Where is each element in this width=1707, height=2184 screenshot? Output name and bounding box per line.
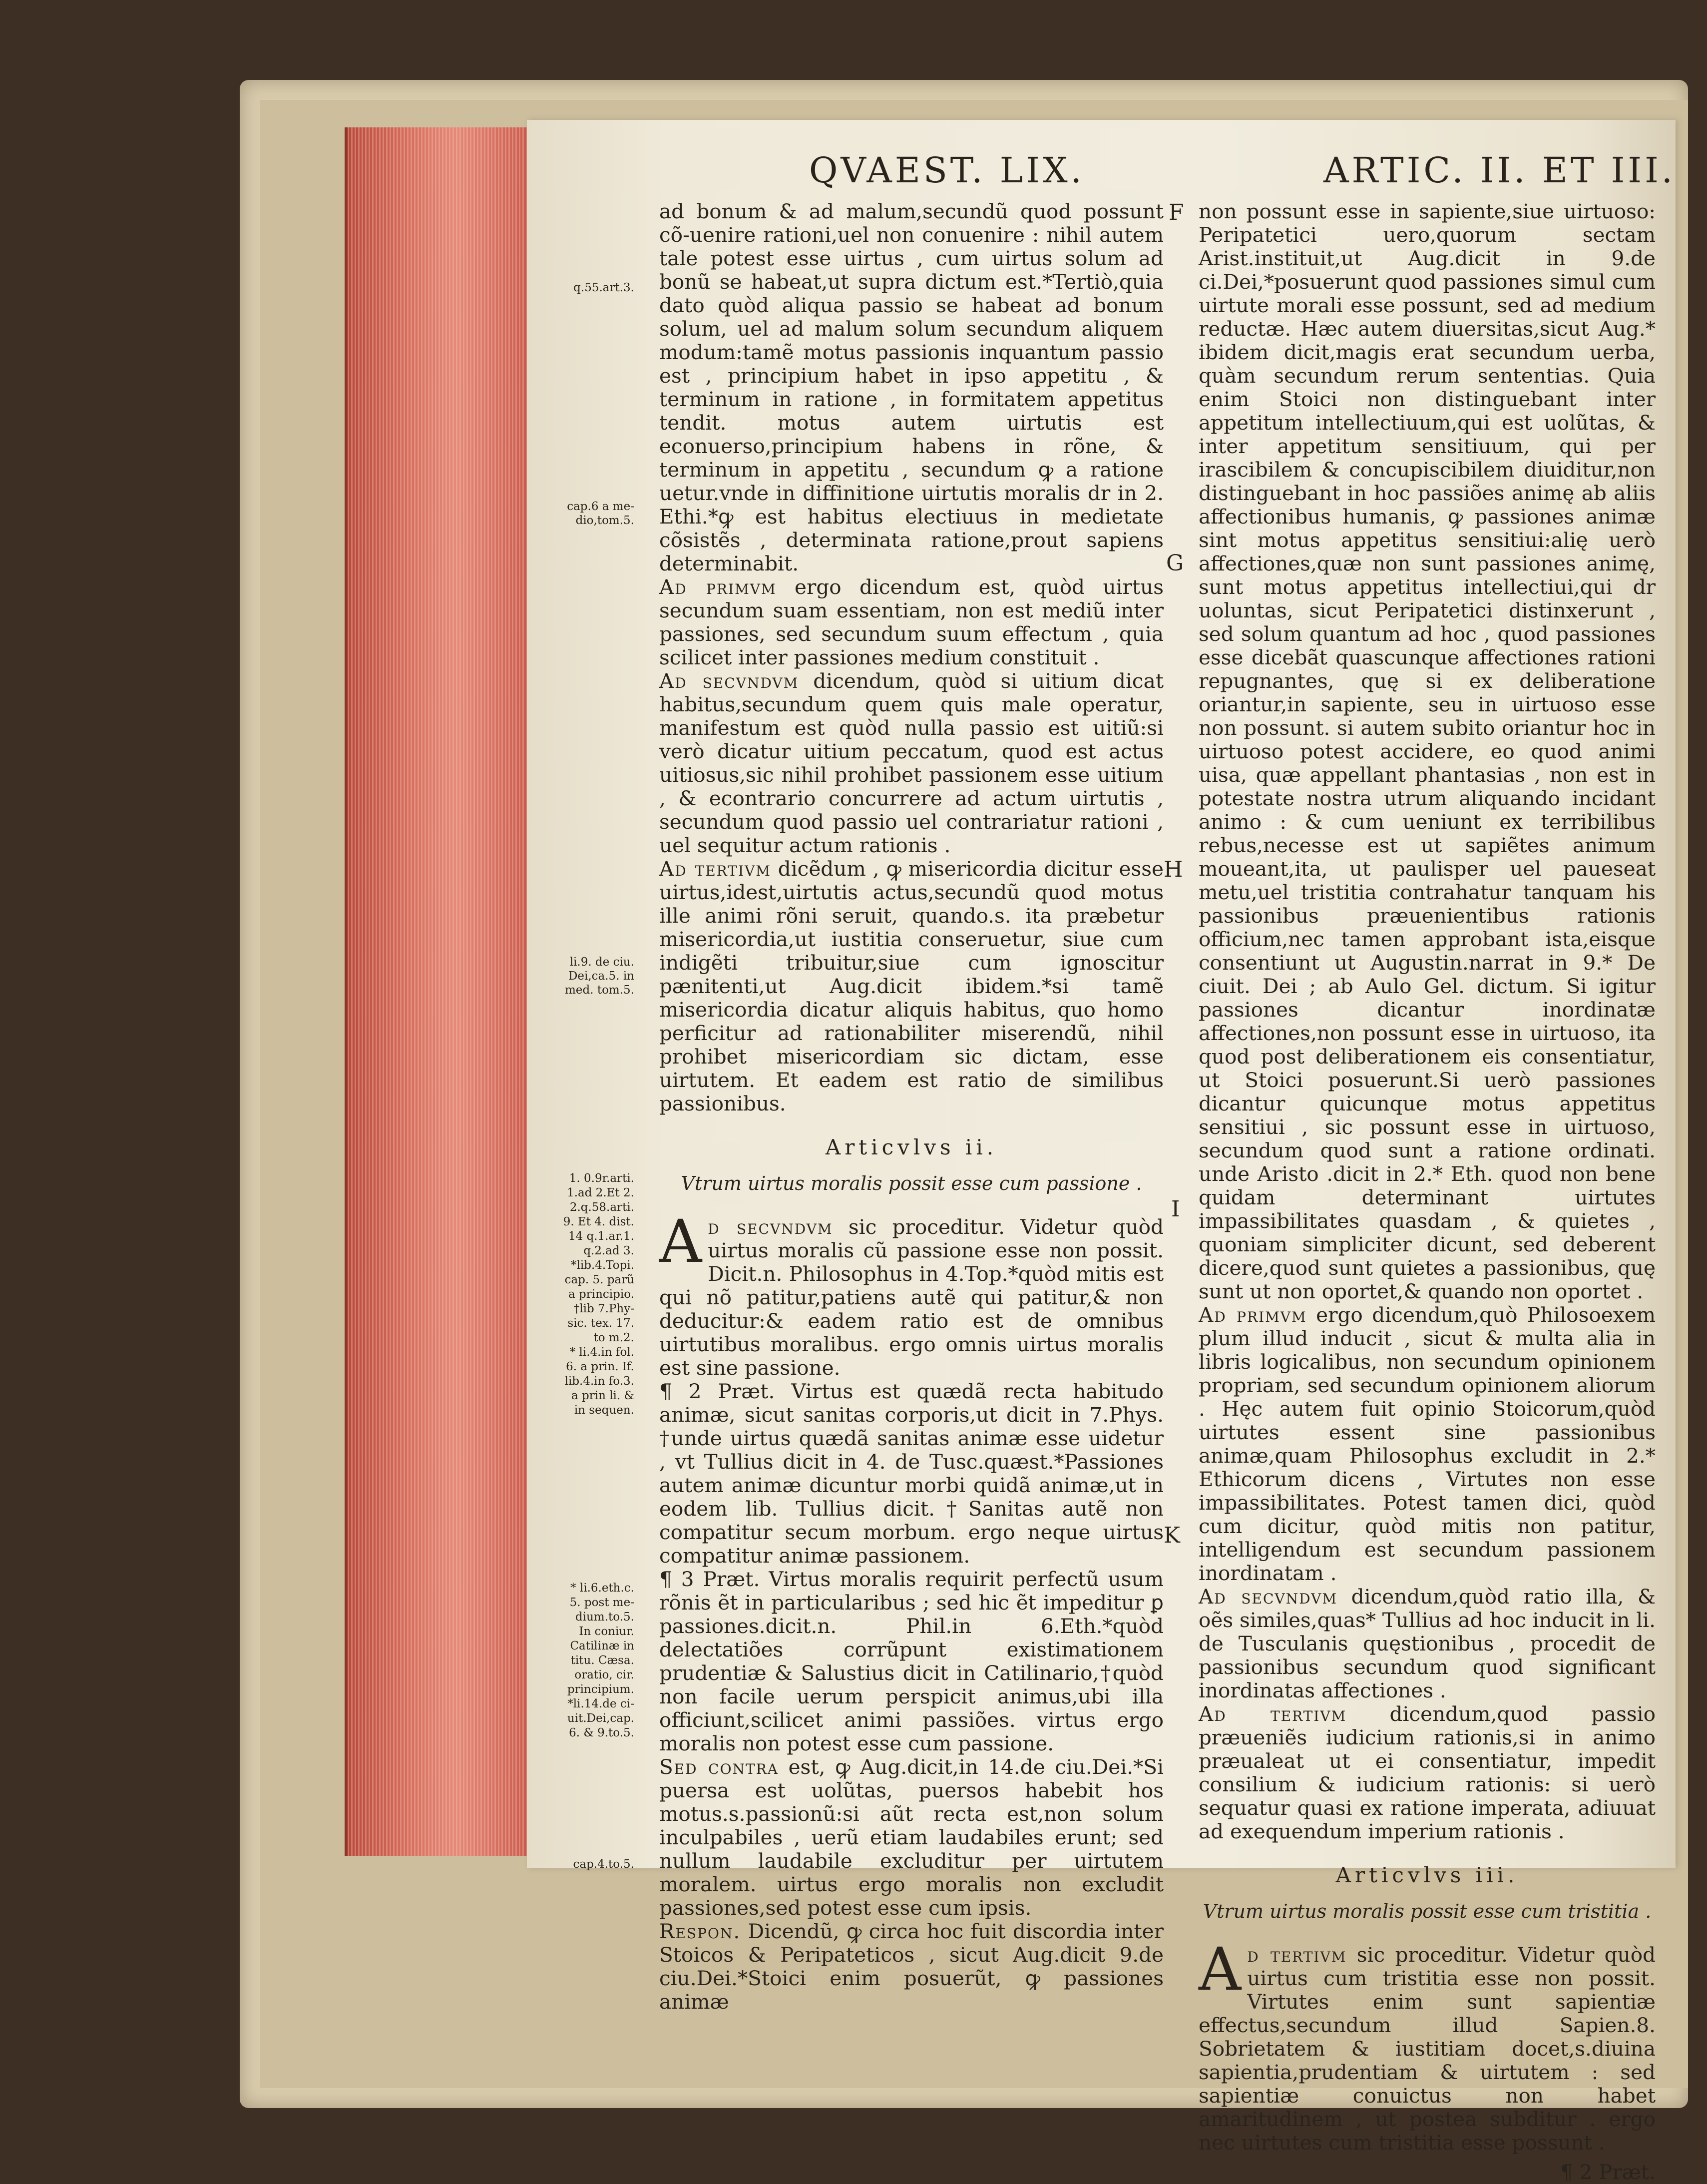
paragraph [1199, 1935, 1656, 2155]
paragraph-lead: Ad tertivm [1199, 1702, 1347, 1726]
paragraph-text: sic proceditur. Videtur quòd uirtus cum tristitia esse non possit. Virtutes enim sunt sapientiæ effectus,secundum illud Sapien.8. Sobrietatem & iustitiam docet,s.diuina sapientia,prudentiam & uirtutem : sed sapientiæ conuictus non habet amaritudinem , ut postea subditur . ergo nec uirtutes cum tristitia esse possunt . [1199, 1943, 1656, 2155]
right-text-column [1199, 200, 1656, 2184]
paragraph-lead: d secvndvm [708, 1215, 833, 1239]
catchword: ¶ 2 Præt. [1560, 2160, 1656, 2184]
red-page-edges [345, 127, 530, 1856]
margin-note: li.9. de ciu. Dei,ca.5. in med. tom.5. [565, 956, 634, 997]
margin-note: q.55.art.3. [573, 281, 634, 294]
paragraph [659, 1207, 1164, 1380]
paragraph-lead: d tertivm [1247, 1943, 1347, 1967]
paragraph-text: ergo dicendum est, quòd uirtus secundum suam essentiam, non est mediũ inter passiones, sed secundum suum effectum , quia scilicet inter passiones medium constituit . [659, 575, 1164, 669]
paragraph [1199, 1585, 1656, 1702]
paragraph: ¶ 2 Præt. Virtus est quædã recta habitudo animæ, sicut sanitas corporis,ut dicit in 7.Phys. †unde uirtus quædã sanitas animæ esse uidetur , vt Tullius dicit in 4. de Tusc.quæst.*Passiones autem animæ dicuntur morbi quidã animæ,ut in eodem lib. Tullius dicit.†Sanitas autẽ non compatitur secum morbum. ergo neque uirtus compatitur animæ passionem. [659, 1379, 1164, 1568]
paragraph [659, 669, 1164, 857]
paragraph-lead: Sed contra [659, 1755, 779, 1779]
paragraph-lead: Ad secvndvm [659, 669, 799, 693]
margin-note: cap.6 a me- dio,tom.5. [567, 500, 634, 527]
paragraph-text: dicendum,quòd ratio illa, & oẽs similes,quas* Tullius ad hoc inducit in li. de Tusculanis quęstionibus , procedit de passionibus secundum quod significant inordinatas affectiones . [1199, 1585, 1656, 1702]
paragraph: non possunt esse in sapiente,siue uirtuoso: Peripatetici uero,quorum sectam Arist.instituit,ut Aug.dicit in 9.de ci.Dei,*posuerunt quod passiones simul cum uirtute morali esse possunt, sed ad medium reductæ. Hæc autem diuersitas,sicut Aug.* ibidem dicit,magis erat secundum uerba, quàm secundum rerum sententias. Quia enim Stoici non distinguebant inter appetitum intellectiuum,qui est uolũtas, & inter appetitum sensitiuum, qui per irascibilem & concupiscibilem diuiditur,non distinguebant in hoc passiões animę ab aliis affectionibus humanis, ꝙ passiones animæ sint motus appetitus sensitiui:alię uerò affectiones,quæ non sunt passiones animę, sunt motus appetitus intellectiui,qui dr uoluntas, sicut Peripatetici distinxerunt , sed solum quantum ad hoc , quod passiones esse dicebãt quascunque affectiones rationi repugnantes, quę si ex deliberatione oriantur,in sapiente, seu in uirtuoso esse non possunt. si autem subito oriantur hoc in uirtuoso potest accidere, eo quod animi uisa, quæ appellant phantasias , non est in potestate nostra utrum aliquando incidant animo : & cum ueniunt ex terribilibus rebus,necesse est ut sapiẽtes animum moueant,ita, ut paulisper uel paueseat metu,uel tristitia contrahatur tanquam his passionibus præuenientibus rationis officium,nec tamen approbant ista,eisque consentiunt ut Augustin.narrat in 9.* De ciuit. Dei ; ab Aulo Gel. dictum. Si igitur passiones dicantur inordinatæ affectiones,non possunt esse in uirtuoso, ita quod post deliberationem eis consentiatur, ut Stoici posuerunt.Si uerò passiones dicantur quicunque motus appetitus sensitiui , sic possunt esse in uirtuoso, secundum quod sunt a ratione ordinati. unde Aristo .dicit in 2.* Eth. quod non bene quidam determinant uirtutes impassibilitates quasdam , & quietes , quoniam simpliciter dicunt, sed deberent dicere,quod sunt quietes a passionibus, quę sunt ut non oportet,& quando non oportet . [1199, 199, 1656, 1303]
margin-letter-f: F [1169, 200, 1184, 225]
paragraph-text: sic proceditur. Videtur quòd uirtus moralis cũ passione esse non possit. Dicit.n. Philosophus in 4.Top.*quòd mitis est qui nõ patitur,patiens autẽ qui patitur,& non deducitur:& eadem ratio est de omnibus uirtutibus moralibus. ergo omnis uirtus moralis est sine passione. [659, 1215, 1164, 1380]
paragraph-text: est, ꝙ Aug.dicit,in 14.de ciu.Dei.*Si puersa est uolũtas, puersos habebit hos motus.s.passionũ:si aũt recta est,non solum inculpabiles , uerũ etiam laudabiles erunt; sed nullum laudabile excluditur per uirtutem moralem. uirtus ergo moralis non excludit passiones,sed potest esse cum ipsis. [659, 1755, 1164, 1920]
article-question: Vtrum uirtus moralis possit esse cum passione . [681, 1172, 1142, 1194]
paragraph [659, 1755, 1164, 1920]
paragraph [1199, 1702, 1656, 1843]
article-heading: Articvlvs iii. [1335, 1863, 1519, 1887]
paragraph-text: ergo dicendum,quò Philosoexem plum illud inducit , sicut & multa alia in libris logicalibus, non secundum opinionem propriam, sed secundum opinionem aliorum . Hęc autem fuit opinio Stoicorum,quòd uirtutes essent sine passionibus animæ,quam Philosophus excludit in 2.* Ethicorum dicens , Virtutes non esse impassibilitates. Potest tamen dici, quòd cum dicitur, quòd mitis non patitur, intelligendum est secundum passionem inordinatam . [1199, 1303, 1656, 1585]
paragraph [659, 1920, 1164, 2014]
paragraph-text: dicendum, quòd si uitium dicat habitus,secundum quem quis male operatur, manifestum est quòd nulla passio est uitiũ:si verò dicatur uitium peccatum, quod est actus uitiosus,sic nihil prohibet passionem esse uitium , & econtrario concurrere ad actum uirtutis , secundum quod passio uel contrariatur rationi , uel sequitur actum rationis . [659, 669, 1164, 857]
paragraph-lead: Ad primvm [1199, 1303, 1307, 1327]
drop-cap: A [1199, 1935, 1242, 2004]
paragraph [1199, 1303, 1656, 1585]
article-question: Vtrum uirtus moralis possit esse cum tristitia . [1203, 1900, 1652, 1922]
margin-letter-g: G [1166, 550, 1184, 576]
paragraph [659, 857, 1164, 1115]
margin-note: 1. 0.9r.arti. 1.ad 2.Et 2. 2.q.58.arti. 9. Et 4. dist. 14 q.1.ar.1. q.2.ad 3. *lib.4.Topi. cap. 5. parũ a principio. †lib 7.Phy- sic. tex. 17. to m.2. * li.4.in fol. 6. a prin. If. lib.4.in fo.3. a prin li. & in sequen. [563, 1172, 634, 1417]
paragraph-lead: Ad primvm [659, 575, 777, 599]
article-heading: Articvlvs ii. [825, 1135, 998, 1159]
paragraph-lead: Respon. [659, 1919, 741, 1943]
paragraph-lead: Ad tertivm [659, 857, 771, 881]
margin-note: * li.6.eth.c. 5. post me- dium.to.5. In coniur. Catilinæ in titu. Cæsa. oratio, cir. principium. *li.14.de ci- uit.Dei,cap. 6. & 9.to.5. [567, 1582, 634, 1739]
paragraph-text: Dicendũ, ꝙ circa hoc fuit discordia inter Stoicos & Peripateticos , sicut Aug.dicit 9.de ciu.Dei.*Stoici enim posuerũt, ꝙ passiones animæ [659, 1919, 1164, 2014]
margin-letter-i: I [1171, 1196, 1180, 1222]
drop-cap: A [659, 1207, 702, 1276]
margin-letter-h: H [1164, 857, 1183, 882]
paragraph-text: dicendum,quod passio præueniẽs iudicium rationis,si in animo præualeat ut ei consentiatur, impedit consilium & iudicium rationis: si uerò sequatur quasi ex ratione imperata, adiuuat ad exequendum imperium rationis . [1199, 1702, 1656, 1843]
margin-letter-k: K [1164, 1523, 1180, 1548]
paragraph: ¶ 3 Præt. Virtus moralis requirit perfectũ usum rõnis ẽt in particularibus ; sed hic ẽt impeditur ꝑ passiones.dicit.n. Phil.in 6.Eth.*quòd delectatiões corrũpunt existimationem prudentiæ & Salustius dicit in Catilinario,†quòd non facile uerum perspicit animus,ubi illa officiunt,scilicet animi passiões. virtus ergo moralis non potest esse cum passione. [659, 1567, 1164, 1755]
running-head-right: ARTIC. II. ET III. [1323, 150, 1676, 191]
margin-note: cap.4.to.5. [573, 1858, 634, 1871]
paragraph-text: dicẽdum , ꝙ misericordia dicitur esse uirtus,idest,uirtutis actus,secundũ quod motus ille animi rõni seruit, quando.s. ita præbetur misericordia,ut iustitia conseruetur, siue cum indigẽti tribuitur,siue cum ignoscitur pænitenti,ut Aug.dicit ibidem.*si tamẽ misericordia dicatur aliquis habitus, quo homo perficitur ad rationabiliter miserendũ, nihil prohibet misericordiam sic dictam, esse uirtutem. Et eadem est ratio de similibus passionibus. [659, 857, 1164, 1115]
paragraph-lead: Ad secvndvm [1199, 1585, 1337, 1609]
paragraph [659, 575, 1164, 669]
running-head-left: QVAEST. LIX. [809, 150, 1085, 191]
paragraph: ad bonum & ad malum,secundũ quod possunt cõ-uenire rationi,uel non conuenire : nihil autem tale potest esse uirtus , cum uirtus solum ad bonũ se habeat,ut supra dictum est.*Tertiò,quia dato quòd aliqua passio se habeat ad bonum solum, uel ad malum solum secundum aliquem modum:tamẽ motus passionis inquantum passio est , principium habet in ipso appetitu , & terminum in ratione , in formitatem appetitus tendit. motus autem uirtutis est econuerso,principium habens in rõne, & terminum in appetitu , secundum ꝙ a ratione uetur.vnde in diffinitione uirtutis moralis dr in 2. Ethi.*ꝙ est habitus electiuus in medietate cõsistẽs , determinata ratione,prout sapiens determinabit. [659, 199, 1164, 575]
left-text-column [659, 200, 1164, 2014]
